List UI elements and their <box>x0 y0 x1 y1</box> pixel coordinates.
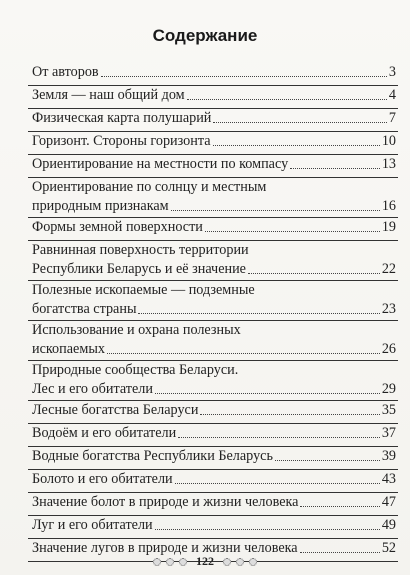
toc-entry-text: Полезные ископаемые — подземные <box>32 282 255 298</box>
toc-entry-text: Водные богатства Республики Беларусь <box>32 448 273 464</box>
toc-entry-text: От авторов <box>32 64 99 80</box>
toc-entry <box>28 155 398 178</box>
toc-entry <box>28 218 398 241</box>
toc-entry <box>28 281 398 321</box>
toc-entry <box>28 470 398 493</box>
toc-entry <box>28 493 398 516</box>
toc-entry-text: Значение лугов в природе и жизни человека <box>32 540 298 556</box>
toc-page-number: 4 <box>388 87 396 103</box>
toc-entry-text: природным признакам <box>32 198 169 214</box>
toc-page-number: 3 <box>388 64 396 80</box>
dot-leader <box>200 414 379 415</box>
toc-page-number: 52 <box>381 540 396 556</box>
toc-page-number: 10 <box>381 133 396 149</box>
toc-page-number: 23 <box>381 301 396 317</box>
toc-entry-text: Республики Беларусь и её значение <box>32 261 246 277</box>
toc-entry-text: Болото и его обитатели <box>32 471 173 487</box>
dot-leader <box>155 393 380 394</box>
toc-page-number: 19 <box>381 219 396 235</box>
toc-page-number: 39 <box>381 448 396 464</box>
toc-page-number: 43 <box>381 471 396 487</box>
toc-entry-text: Ориентирование на местности по компасу <box>32 156 289 172</box>
toc-entry <box>28 447 398 470</box>
dot-leader <box>138 313 379 314</box>
toc-entry-text: Лесные богатства Беларуси <box>32 402 199 418</box>
decorative-dot-icon <box>179 558 187 566</box>
decorative-dot-icon <box>166 558 174 566</box>
toc-entry-text: Водоём и его обитатели <box>32 425 177 441</box>
toc-page-number: 47 <box>381 494 396 510</box>
dot-leader <box>275 460 380 461</box>
decorative-dot-icon <box>223 558 231 566</box>
toc-entry-text: Природные сообщества Беларуси. <box>32 362 239 378</box>
toc-entry <box>28 178 398 218</box>
dot-leader <box>300 506 379 507</box>
toc-entry <box>28 401 398 424</box>
toc-entry-text: Луг и его обитатели <box>32 517 153 533</box>
toc-entry-text: Значение болот в природе и жизни человека <box>32 494 299 510</box>
toc-entry-text: Ориентирование по солнцу и местным <box>32 179 267 195</box>
toc-entry <box>28 516 398 539</box>
toc-entry-text: Формы земной поверхности <box>32 219 203 235</box>
toc-entry-text: богатства страны <box>32 301 137 317</box>
toc-page-number: 16 <box>381 198 396 214</box>
toc-entry <box>28 109 398 132</box>
toc-entry-text: Физическая карта полушарий <box>32 110 212 126</box>
toc-entry-text: Равнинная поверхность территории <box>32 242 249 258</box>
toc-entry <box>28 321 398 361</box>
dot-leader <box>107 353 380 354</box>
dot-leader <box>175 483 380 484</box>
toc-page-number: 35 <box>381 402 396 418</box>
decorative-dot-icon <box>249 558 257 566</box>
toc-entry-text: Горизонт. Стороны горизонта <box>32 133 211 149</box>
toc-page-number: 26 <box>381 341 396 357</box>
toc-page-number: 22 <box>381 261 396 277</box>
dot-leader <box>248 273 380 274</box>
toc-entry-text: Лес и его обитатели <box>32 381 153 397</box>
toc-page-number: 49 <box>381 517 396 533</box>
toc-entry <box>28 241 398 281</box>
dot-leader <box>155 529 380 530</box>
page-number: 122 <box>196 554 214 568</box>
toc-entry <box>28 63 398 86</box>
dot-leader <box>300 552 380 553</box>
toc-entry-text: ископаемых <box>32 341 105 357</box>
toc-page-number: 29 <box>381 381 396 397</box>
decorative-dot-icon <box>153 558 161 566</box>
dot-leader <box>213 145 380 146</box>
toc-entry <box>28 86 398 109</box>
toc-entry <box>28 424 398 447</box>
decorative-dot-icon <box>236 558 244 566</box>
toc-entry-text: Использование и охрана полезных <box>32 322 241 338</box>
dot-leader <box>187 99 387 100</box>
toc-page-number: 37 <box>381 425 396 441</box>
dot-leader <box>178 437 380 438</box>
table-of-contents <box>28 63 398 562</box>
dot-leader <box>101 76 387 77</box>
page-title: Содержание <box>152 26 258 45</box>
page-footer <box>0 554 410 569</box>
dot-leader <box>290 168 380 169</box>
toc-entry <box>28 132 398 155</box>
toc-page-number: 7 <box>388 110 396 126</box>
dot-leader <box>171 210 380 211</box>
toc-entry-text: Земля — наш общий дом <box>32 87 185 103</box>
dot-leader <box>205 231 380 232</box>
toc-entry <box>28 361 398 401</box>
toc-page-number: 13 <box>381 156 396 172</box>
dot-leader <box>213 122 387 123</box>
